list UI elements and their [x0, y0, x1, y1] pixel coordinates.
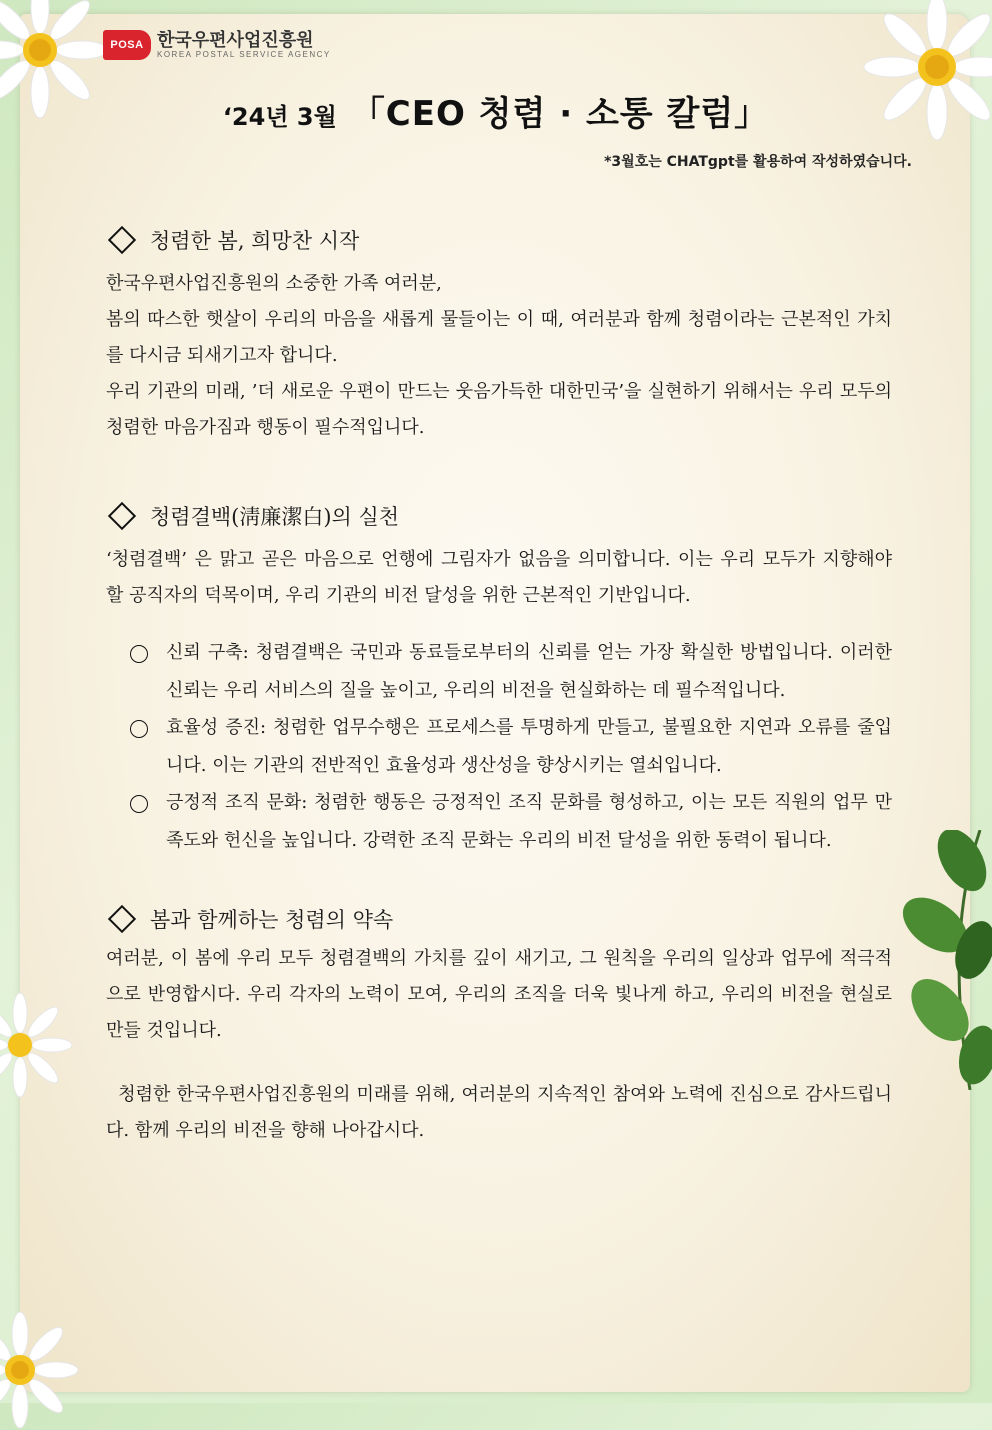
paragraph: 여러분, 이 봄에 우리 모두 청렴결백의 가치를 깊이 새기고, 그 원칙을 우리의 일상과 업무에 적극적으로 반영합시다. 우리 각자의 노력이 모여, 우리의 조직을 더욱 빛나게 하고, 우리의 비전을 현실로 만들 것입니다. [106, 948, 892, 1041]
section-heading: 청렴한 봄, 희망찬 시작 [106, 222, 892, 258]
section-body [106, 941, 892, 1049]
page-title [0, 86, 992, 135]
logo-name-korean: 한국우편사업진흥원 [157, 30, 314, 50]
section-body [106, 542, 892, 614]
title-note: *3월호는 CHATgpt를 활용하여 작성하였습니다. [604, 154, 912, 170]
closing-paragraph [106, 1077, 892, 1149]
title-main: 「CEO 청렴 · 소통 칼럼」 [350, 94, 770, 134]
section-body [106, 266, 892, 446]
paragraph: 한국우편사업진흥원의 소중한 가족 여러분, [106, 273, 442, 294]
column-body [106, 222, 892, 1149]
list-item: 효율성 증진: 청렴한 업무수행은 프로세스를 투명하게 만들고, 불필요한 지연과 오류를 줄입니다. 이는 기관의 전반적인 효율성과 생산성을 향상시키는 열쇠입니다. [128, 709, 892, 784]
paragraph: 우리 기관의 미래, ’더 새로운 우편이 만드는 웃음가득한 대한민국’을 실현하기 위해서는 우리 모두의 청렴한 마음가짐과 행동이 필수적입니다. [106, 381, 892, 438]
section-heading: 청렴결백(淸廉潔白)의 실천 [106, 498, 892, 534]
circle-bullet-icon [130, 645, 148, 663]
leaves-right-icon [900, 830, 992, 1090]
diamond-bullet-icon [108, 226, 136, 254]
paragraph: 청렴한 한국우편사업진흥원의 미래를 위해, 여러분의 지속적인 참여와 노력에 진심으로 감사드립니다. 함께 우리의 비전을 향해 나아갑시다. [106, 1084, 892, 1141]
title-date: ‘24년 3월 [222, 103, 337, 131]
logo-mark: POSA [103, 30, 151, 60]
circle-bullet-icon [130, 795, 148, 813]
bullet-list [106, 634, 892, 859]
section-heading: 봄과 함께하는 청렴의 약속 [106, 901, 892, 937]
agency-logo [103, 30, 331, 60]
daisy-left-middle-icon [0, 990, 75, 1100]
list-item: 신뢰 구축: 청렴결백은 국민과 동료들로부터의 신뢰를 얻는 가장 확실한 방법입니다. 이러한 신뢰는 우리 서비스의 질을 높이고, 우리의 비전을 현실화하는 데 필수적입니다. [128, 634, 892, 709]
circle-bullet-icon [130, 720, 148, 738]
list-item: 긍정적 조직 문화: 청렴한 행동은 긍정적인 조직 문화를 형성하고, 이는 모든 직원의 업무 만족도와 헌신을 높입니다. 강력한 조직 문화는 우리의 비전 달성을 위한 동력이 됩니다. [128, 784, 892, 859]
diamond-bullet-icon [108, 502, 136, 530]
logo-name-english: KOREA POSTAL SERVICE AGENCY [157, 50, 331, 59]
paragraph: ‘청렴결백’ 은 맑고 곧은 마음으로 언행에 그림자가 없음을 의미합니다. 이는 우리 모두가 지향해야 할 공직자의 덕목이며, 우리 기관의 비전 달성을 위한 근본적인 기반입니다. [106, 549, 892, 606]
paragraph: 봄의 따스한 햇살이 우리의 마음을 새롭게 물들이는 이 때, 여러분과 함께 청렴이라는 근본적인 가치를 다시금 되새기고자 합니다. [106, 309, 892, 366]
diamond-bullet-icon [108, 905, 136, 933]
daisy-bottom-left-icon [0, 1310, 80, 1430]
